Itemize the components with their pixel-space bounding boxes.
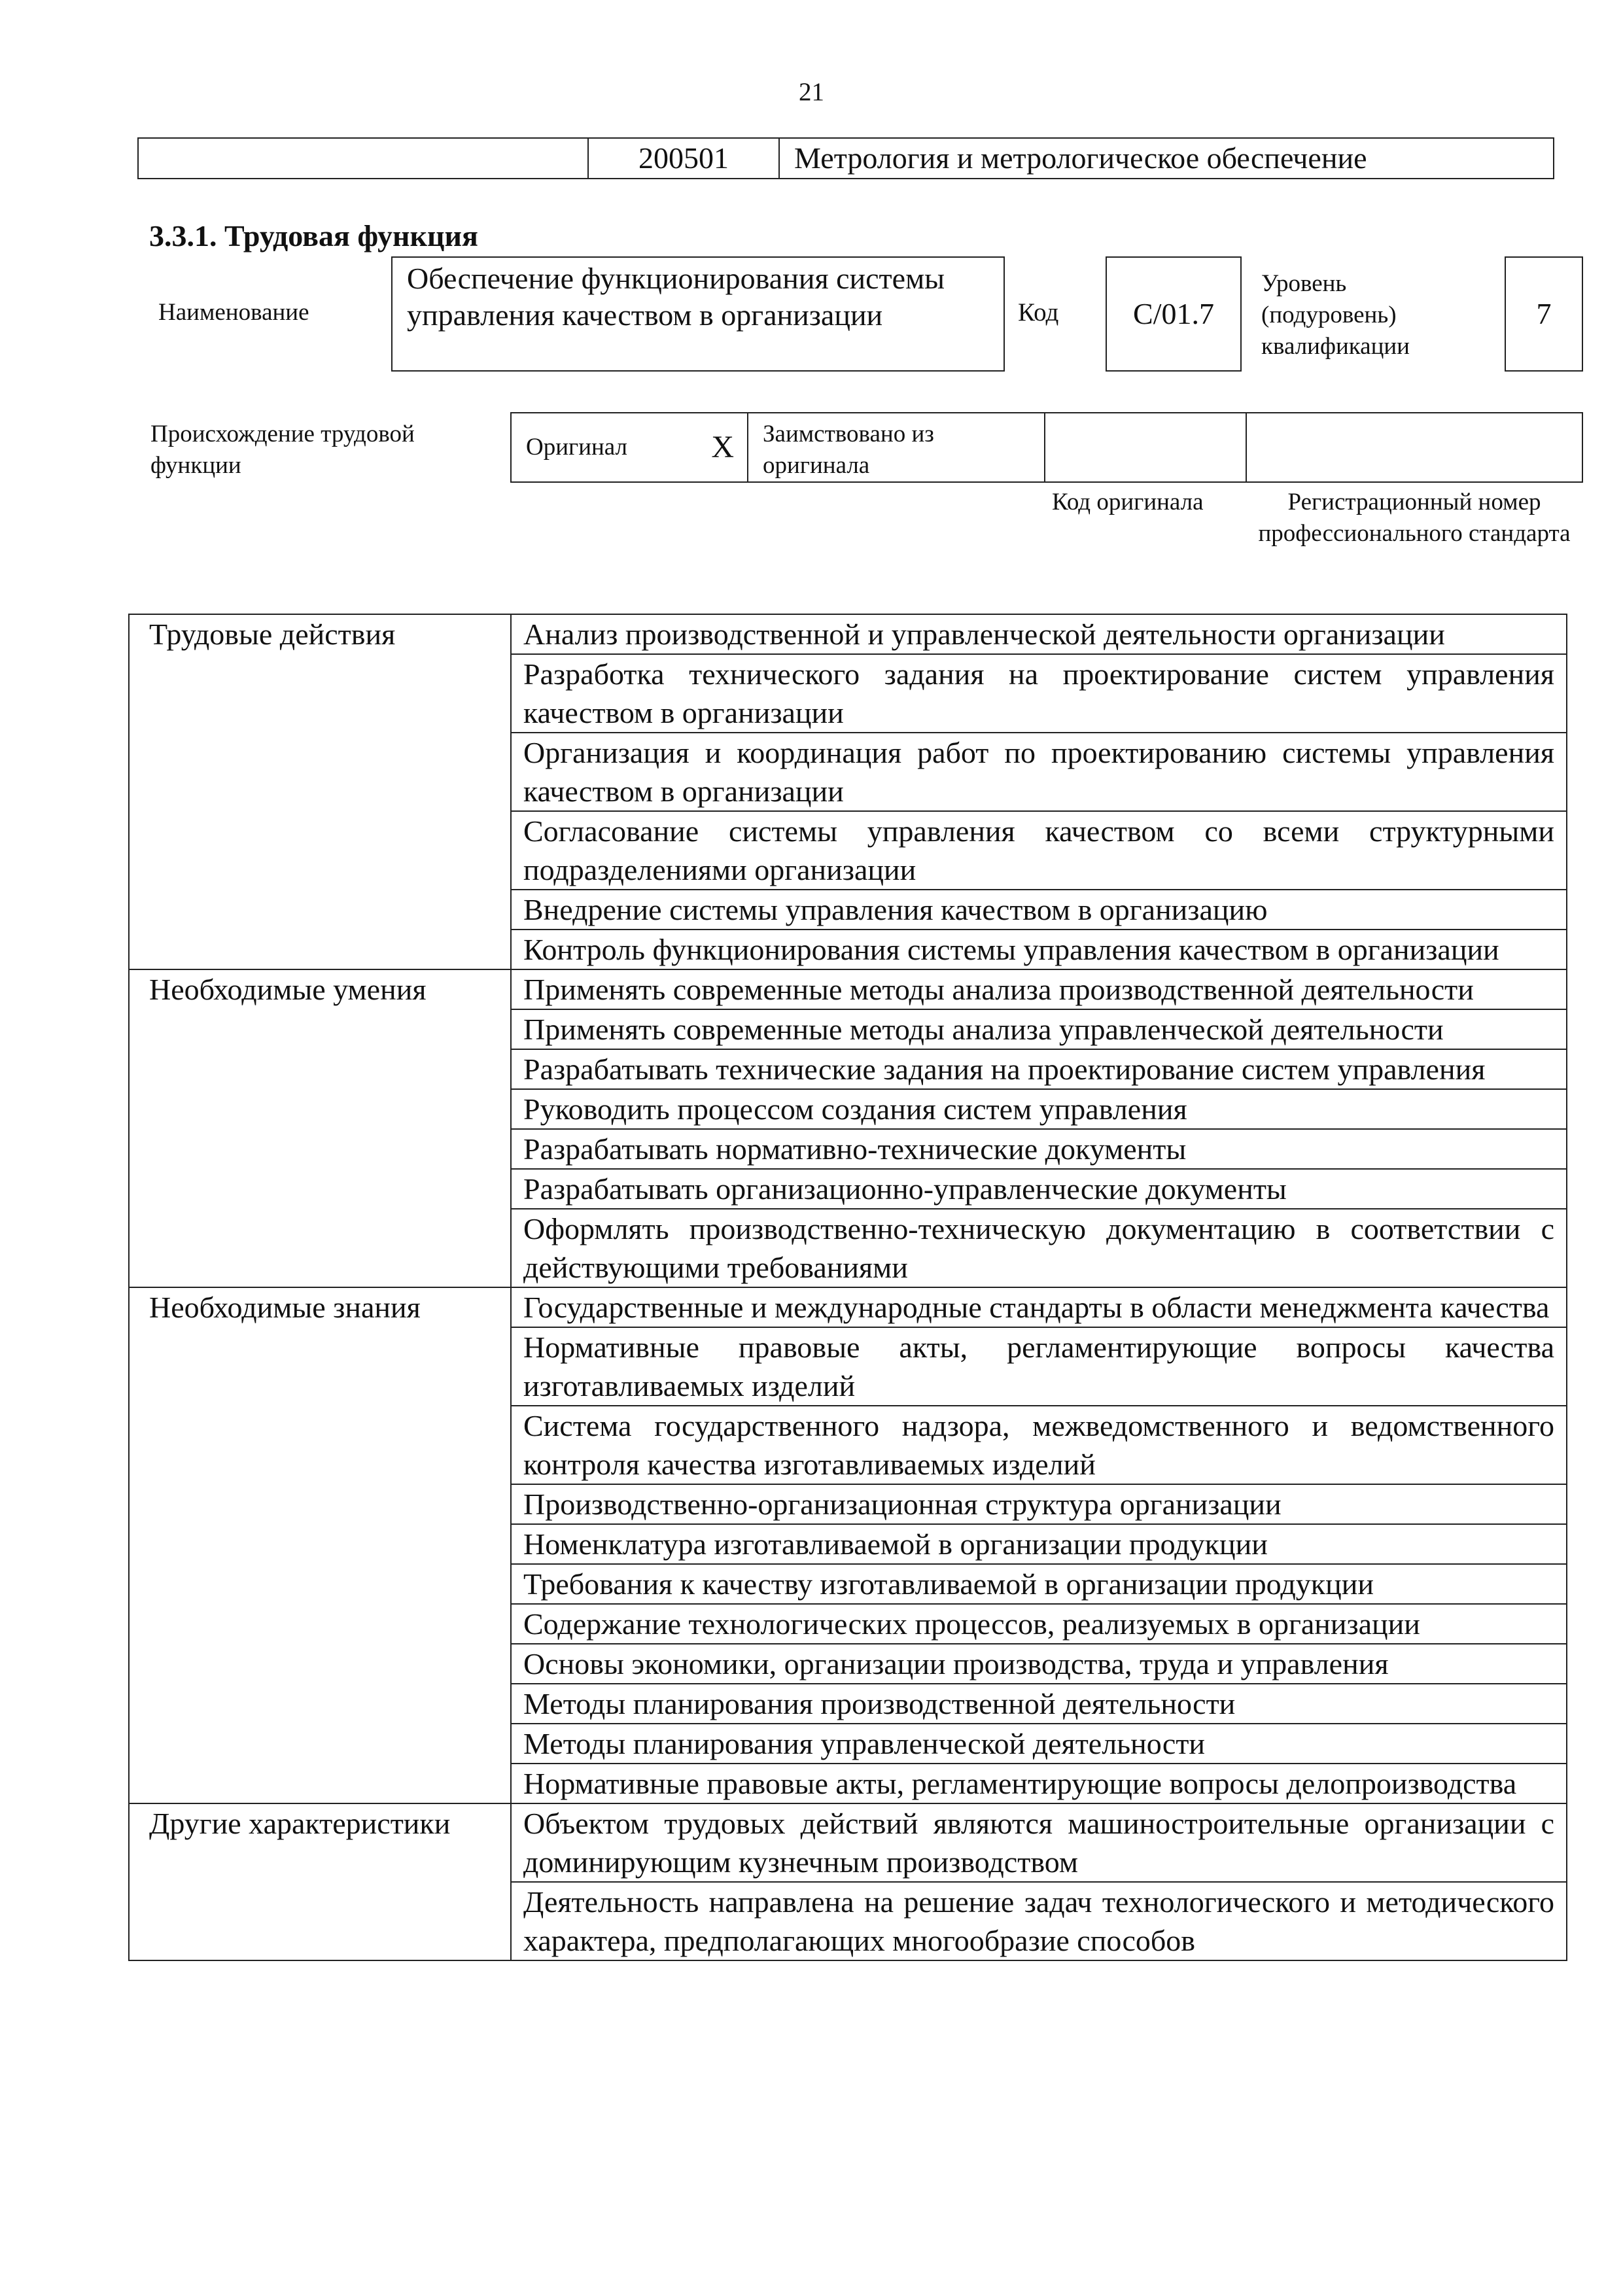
labor-actions-item: Организация и координация работ по проектированию системы управления качеством в организации bbox=[511, 733, 1567, 811]
specialty-name: Метрология и метрологическое обеспечение bbox=[794, 141, 1367, 175]
required-knowledge-item: Нормативные правовые акты, регламентирующие вопросы качества изготавливаемых изделий bbox=[511, 1327, 1567, 1406]
function-details-body bbox=[129, 614, 1567, 1960]
other-characteristics-item: Объектом трудовых действий являются машиностроительные организации с доминирующим кузнечным производством bbox=[511, 1803, 1567, 1882]
required-skills-item: Разрабатывать технические задания на проектирование систем управления bbox=[511, 1049, 1567, 1089]
labor-actions-item: Согласование системы управления качеством со всеми структурными подразделениями организации bbox=[511, 811, 1567, 890]
labor-actions-item: Анализ производственной и управленческой деятельности организации bbox=[511, 614, 1567, 654]
specialty-table bbox=[137, 137, 1554, 179]
specialty-empty-cell bbox=[139, 139, 589, 178]
required-skills-heading: Необходимые умения bbox=[129, 969, 511, 1287]
origin-original-label: Оригинал bbox=[526, 434, 628, 461]
table-row bbox=[129, 614, 1567, 654]
required-skills-item: Разрабатывать нормативно-технические документы bbox=[511, 1129, 1567, 1169]
page-number: 21 bbox=[799, 78, 824, 106]
table-row bbox=[129, 969, 1567, 1009]
required-skills-item: Оформлять производственно-техническую документацию в соответствии с действующими требованиями bbox=[511, 1209, 1567, 1287]
required-knowledge-item: Содержание технологических процессов, реализуемых в организации bbox=[511, 1604, 1567, 1644]
required-knowledge-heading: Необходимые знания bbox=[129, 1287, 511, 1803]
required-knowledge-item: Требования к качеству изготавливаемой в организации продукции bbox=[511, 1564, 1567, 1604]
other-characteristics-item: Деятельность направлена на решение задач технологического и методического характера, предполагающих многообразие способов bbox=[511, 1882, 1567, 1960]
origin-original-cell bbox=[512, 413, 748, 481]
origin-borrowed-cell: Заимствовано из оригинала bbox=[748, 413, 1045, 481]
section-heading: 3.3.1. Трудовая функция bbox=[149, 219, 478, 252]
code-label: Код bbox=[1018, 298, 1059, 326]
specialty-code: 200501 bbox=[589, 139, 780, 178]
required-knowledge-item: Методы планирования управленческой деятельности bbox=[511, 1724, 1567, 1764]
origin-code-cell bbox=[1045, 413, 1247, 481]
origin-label bbox=[150, 419, 491, 481]
required-knowledge-item: Основы экономики, организации производства, труда и управления bbox=[511, 1644, 1567, 1684]
required-knowledge-item: Номенклатура изготавливаемой в организации продукции bbox=[511, 1524, 1567, 1564]
labor-actions-item: Контроль функционирования системы управления качеством в организации bbox=[511, 930, 1567, 969]
labor-actions-item: Разработка технического задания на проектирование систем управления качеством в организации bbox=[511, 654, 1567, 733]
required-knowledge-item: Нормативные правовые акты, регламентирующие вопросы делопроизводства bbox=[511, 1764, 1567, 1803]
other-characteristics-heading: Другие характеристики bbox=[129, 1803, 511, 1960]
level-value-box: 7 bbox=[1505, 256, 1583, 372]
origin-label-text: Происхождение трудовой функции bbox=[150, 421, 415, 479]
function-details-table bbox=[128, 614, 1567, 1961]
labor-actions-item: Внедрение системы управления качеством в организацию bbox=[511, 890, 1567, 930]
required-knowledge-item: Система государственного надзора, межведомственного и ведомственного контроля качества изготавливаемых изделий bbox=[511, 1406, 1567, 1484]
origin-reg-cell bbox=[1247, 413, 1582, 481]
name-label: Наименование bbox=[158, 299, 309, 326]
labor-actions-heading: Трудовые действия bbox=[129, 614, 511, 969]
level-label bbox=[1261, 268, 1484, 362]
required-skills-item: Руководить процессом создания систем управления bbox=[511, 1089, 1567, 1129]
caption-reg-number: Регистрационный номер профессионального стандарта bbox=[1258, 489, 1571, 547]
origin-table bbox=[510, 412, 1583, 483]
function-name-box: Обеспечение функционирования системы управления качеством в организации bbox=[391, 256, 1005, 372]
caption-original-code: Код оригинала bbox=[1052, 489, 1204, 515]
required-skills-item: Разрабатывать организационно-управленческие документы bbox=[511, 1169, 1567, 1209]
required-knowledge-item: Методы планирования производственной деятельности bbox=[511, 1684, 1567, 1724]
level-label-text: Уровень (подуровень) квалификации bbox=[1261, 270, 1410, 360]
function-code-box: C/01.7 bbox=[1106, 256, 1242, 372]
table-row bbox=[129, 1803, 1567, 1882]
required-skills-item: Применять современные методы анализа управленческой деятельности bbox=[511, 1009, 1567, 1049]
required-skills-item: Применять современные методы анализа производственной деятельности bbox=[511, 969, 1567, 1009]
origin-original-mark: X bbox=[711, 430, 734, 464]
table-row bbox=[129, 1287, 1567, 1327]
required-knowledge-item: Государственные и международные стандарты в области менеджмента качества bbox=[511, 1287, 1567, 1327]
required-knowledge-item: Производственно-организационная структура организации bbox=[511, 1484, 1567, 1524]
